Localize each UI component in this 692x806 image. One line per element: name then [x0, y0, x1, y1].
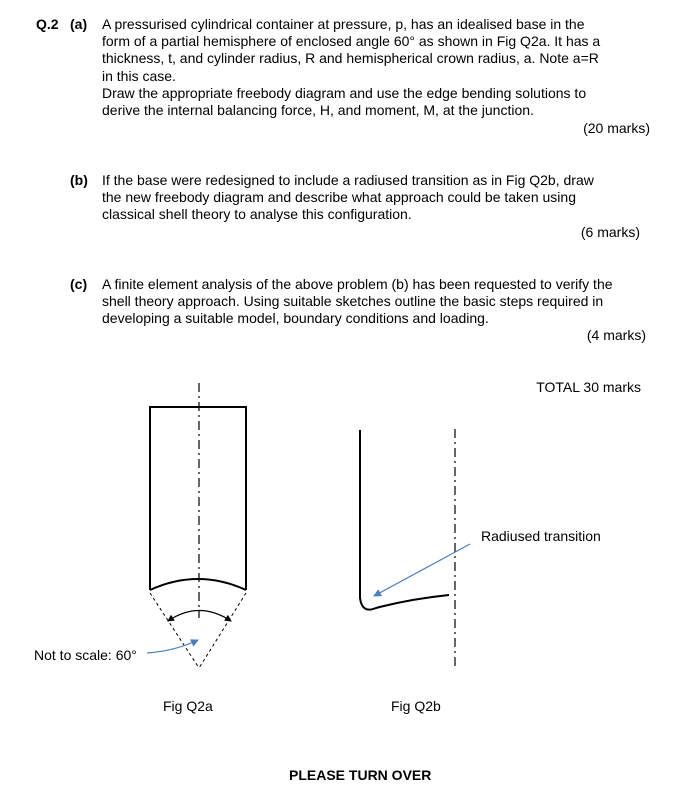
part-b-line: the new freebody diagram and describe what approach could be taken using [102, 189, 576, 206]
part-a-line: form of a partial hemisphere of enclosed angle 60° as shown in Fig Q2a. It has a [102, 33, 601, 50]
part-b-line: classical shell theory to analyse this configuration. [102, 206, 412, 223]
question-number: Q.2 [36, 16, 59, 32]
part-c-line: shell theory approach. Using suitable sketches outline the basic steps required in [102, 293, 604, 310]
part-a-line: thickness, t, and cylinder radius, R and hemispherical crown radius, a. Note a=R [102, 50, 599, 67]
angle-note: Not to scale: 60° [34, 647, 137, 663]
part-a-line: Draw the appropriate freebody diagram and use the edge bending solutions to [102, 84, 587, 101]
fig-q2a-cylinder [147, 383, 247, 668]
part-c-label: (c) [70, 276, 88, 292]
fig-q2b-caption: Fig Q2b [391, 698, 441, 714]
part-c-line: developing a suitable model, boundary conditions and loading. [102, 310, 489, 327]
radiused-transition-label: Radiused transition [481, 528, 601, 544]
part-a-line: in this case. [102, 67, 176, 84]
fig-q2a-caption: Fig Q2a [163, 698, 213, 714]
part-c-line: A finite element analysis of the above problem (b) has been requested to verify the [102, 276, 613, 292]
fig-q2b-container [360, 429, 470, 668]
part-b-label: (b) [70, 172, 88, 188]
total-marks: TOTAL 30 marks [536, 379, 641, 395]
part-b-marks: (6 marks) [580, 224, 640, 240]
part-a-line: derive the internal balancing force, H, and moment, M, at the junction. [102, 102, 534, 119]
part-b-line: If the base were redesigned to include a radiused transition as in Fig Q2b, draw [102, 172, 594, 188]
part-a-label: (a) [70, 16, 88, 32]
part-a-marks: (20 marks) [583, 120, 650, 136]
part-c-marks: (4 marks) [586, 327, 646, 343]
footer-please-turn-over: PLEASE TURN OVER [289, 767, 432, 783]
part-a-line: A pressurised cylindrical container at pressure, p, has an idealised base in the [102, 16, 585, 32]
